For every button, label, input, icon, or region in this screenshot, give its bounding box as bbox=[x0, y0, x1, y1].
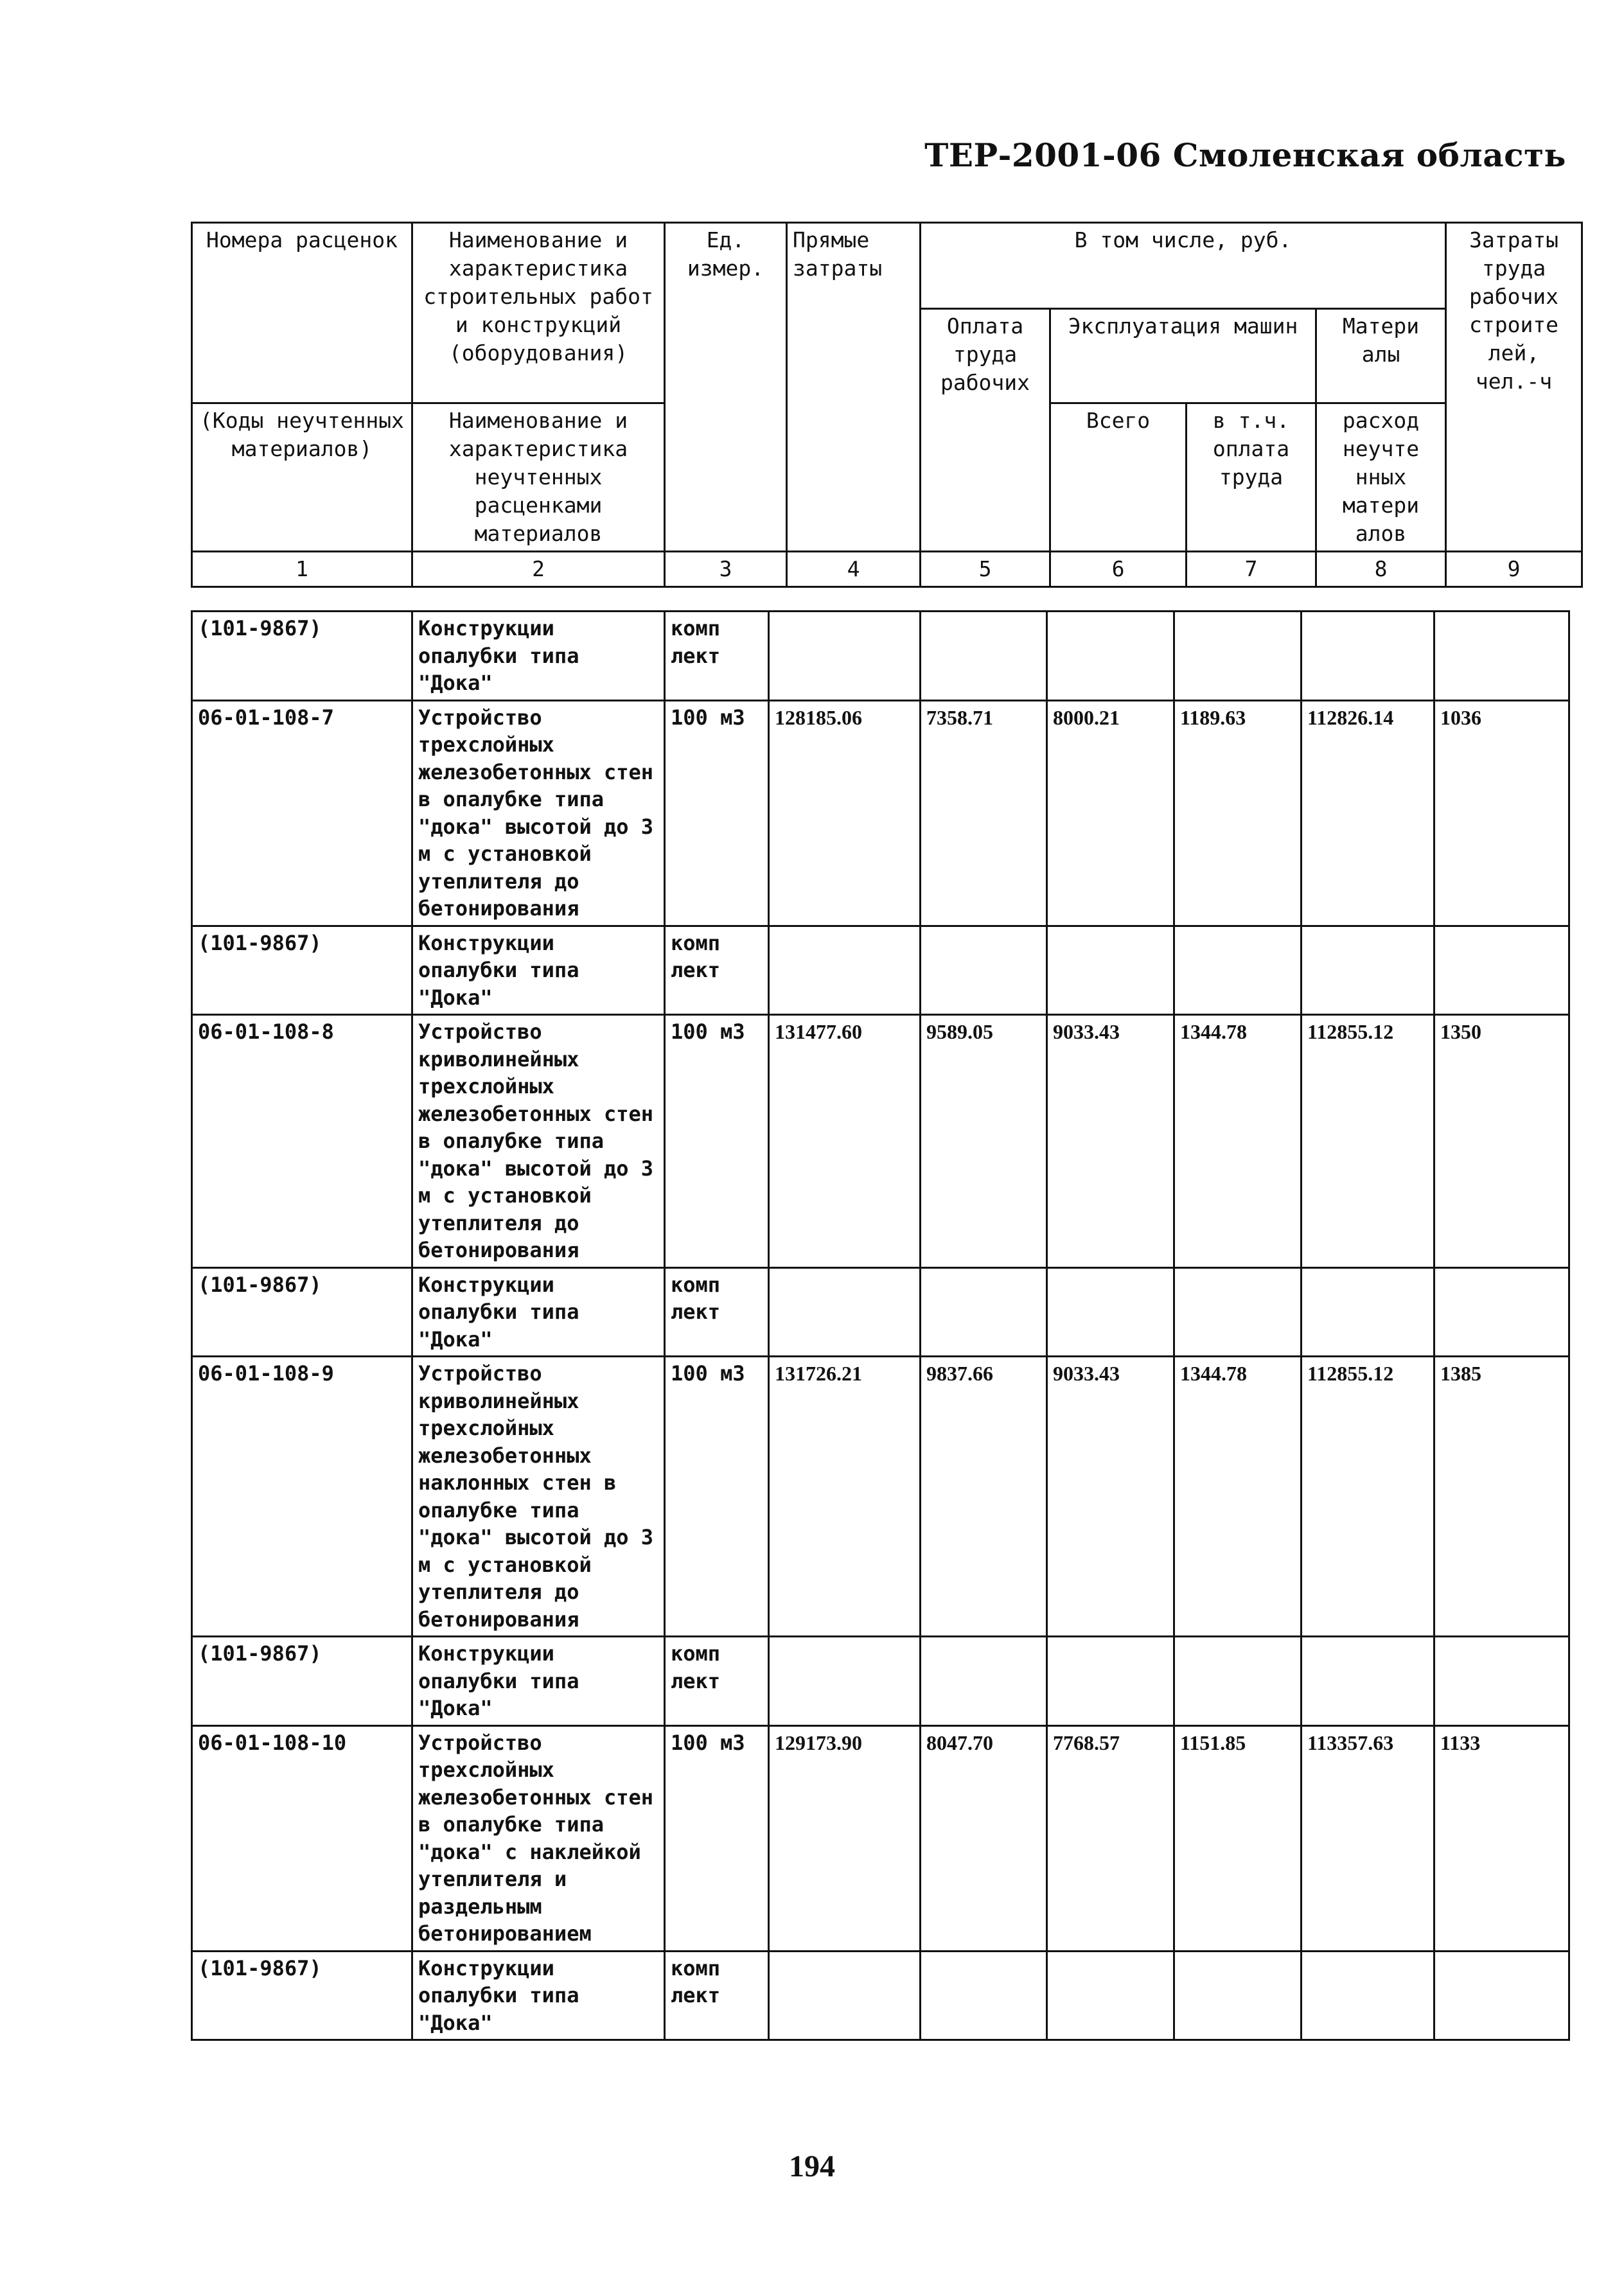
header-machines-total: Всего bbox=[1050, 403, 1187, 552]
cell-labor-hours: 1385 bbox=[1434, 1357, 1569, 1637]
header-rate-numbers: Номера расценок bbox=[192, 223, 412, 403]
cell-rate-code: (101-9867) bbox=[192, 926, 412, 1015]
cell-work-name: Конструкции опалубки типа "Дока" bbox=[412, 926, 665, 1015]
cell-machines-labor-pay: 1189.63 bbox=[1174, 700, 1302, 926]
cell-machines-labor-pay bbox=[1174, 926, 1302, 1015]
cell-direct-costs bbox=[769, 1267, 921, 1357]
cell-direct-costs: 128185.06 bbox=[769, 700, 921, 926]
table-row bbox=[192, 1951, 1569, 2040]
column-number: 4 bbox=[787, 552, 921, 587]
cell-labor-hours bbox=[1434, 1637, 1569, 1726]
cell-direct-costs bbox=[769, 612, 921, 701]
table-row bbox=[192, 1015, 1569, 1268]
column-number: 3 bbox=[665, 552, 787, 587]
cell-labor-pay bbox=[921, 1637, 1047, 1726]
column-number: 9 bbox=[1446, 552, 1582, 587]
cell-unit: 100 м3 bbox=[665, 1015, 769, 1268]
cell-unit: комп лект bbox=[665, 1951, 769, 2040]
cell-materials: 112826.14 bbox=[1302, 700, 1434, 926]
cell-rate-code: 06-01-108-10 bbox=[192, 1725, 412, 1951]
cell-direct-costs: 131726.21 bbox=[769, 1357, 921, 1637]
cell-direct-costs: 129173.90 bbox=[769, 1725, 921, 1951]
cell-machines-labor-pay: 1344.78 bbox=[1174, 1357, 1302, 1637]
cell-machines-total bbox=[1047, 612, 1174, 701]
cell-machines-labor-pay: 1344.78 bbox=[1174, 1015, 1302, 1268]
cell-labor-hours bbox=[1434, 1267, 1569, 1357]
column-number: 5 bbox=[921, 552, 1050, 587]
cell-rate-code: 06-01-108-9 bbox=[192, 1357, 412, 1637]
cell-labor-pay: 9837.66 bbox=[921, 1357, 1047, 1637]
cell-rate-code: (101-9867) bbox=[192, 1637, 412, 1726]
table-row bbox=[192, 612, 1569, 701]
cell-labor-hours: 1133 bbox=[1434, 1725, 1569, 1951]
cell-unit: комп лект bbox=[665, 1267, 769, 1357]
cell-machines-total bbox=[1047, 1637, 1174, 1726]
cell-work-name: Конструкции опалубки типа "Дока" bbox=[412, 1637, 665, 1726]
cell-materials: 112855.12 bbox=[1302, 1357, 1434, 1637]
cell-materials: 112855.12 bbox=[1302, 1015, 1434, 1268]
cell-unit: 100 м3 bbox=[665, 700, 769, 926]
header-unit: Ед. измер. bbox=[665, 223, 787, 552]
cell-unit: комп лект bbox=[665, 612, 769, 701]
cell-materials bbox=[1302, 1637, 1434, 1726]
header-labor-pay: Оплата труда рабочих bbox=[921, 309, 1050, 552]
header-including-group: В том числе, руб. bbox=[921, 223, 1446, 309]
cell-unit: комп лект bbox=[665, 1637, 769, 1726]
table-row bbox=[192, 1637, 1569, 1726]
column-number: 2 bbox=[412, 552, 665, 587]
cell-machines-labor-pay bbox=[1174, 1637, 1302, 1726]
table-row bbox=[192, 926, 1569, 1015]
column-number: 8 bbox=[1316, 552, 1446, 587]
document-title: ТЕР-2001-06 Смоленская область bbox=[924, 136, 1566, 174]
cell-labor-pay bbox=[921, 612, 1047, 701]
cell-unit: комп лект bbox=[665, 926, 769, 1015]
header-labor-hours: Затраты труда рабочих строите лей, чел.-ч bbox=[1446, 223, 1582, 552]
cell-rate-code: (101-9867) bbox=[192, 1951, 412, 2040]
cell-machines-total bbox=[1047, 1267, 1174, 1357]
cell-rate-code: 06-01-108-8 bbox=[192, 1015, 412, 1268]
cell-machines-total: 9033.43 bbox=[1047, 1015, 1174, 1268]
cell-labor-pay bbox=[921, 926, 1047, 1015]
cell-work-name: Устройство трехслойных железобетонных стен в опалубке типа "дока" высотой до 3 м с установкой утеплителя до бетонирования bbox=[412, 700, 665, 926]
cell-machines-labor-pay: 1151.85 bbox=[1174, 1725, 1302, 1951]
header-unaccounted-codes: (Коды неучтенных материалов) bbox=[192, 403, 412, 552]
cell-machines-total bbox=[1047, 1951, 1174, 2040]
cell-labor-pay bbox=[921, 1951, 1047, 2040]
column-number: 6 bbox=[1050, 552, 1187, 587]
cell-work-name: Устройство криволинейных трехслойных железобетонных наклонных стен в опалубке типа "дока" высотой до 3 м с установкой утеплителя до бетонирования bbox=[412, 1357, 665, 1637]
cell-labor-pay bbox=[921, 1267, 1047, 1357]
cell-direct-costs bbox=[769, 1637, 921, 1726]
table-row bbox=[192, 1725, 1569, 1951]
header-materials: Матери алы bbox=[1316, 309, 1446, 403]
cell-labor-pay: 9589.05 bbox=[921, 1015, 1047, 1268]
cell-materials bbox=[1302, 612, 1434, 701]
column-number: 7 bbox=[1187, 552, 1316, 587]
cell-materials bbox=[1302, 926, 1434, 1015]
cell-machines-total: 7768.57 bbox=[1047, 1725, 1174, 1951]
cell-labor-pay: 8047.70 bbox=[921, 1725, 1047, 1951]
column-number: 1 bbox=[192, 552, 412, 587]
cell-machines-total bbox=[1047, 926, 1174, 1015]
cell-materials bbox=[1302, 1267, 1434, 1357]
header-machines-labor: в т.ч. оплата труда bbox=[1187, 403, 1316, 552]
table-row bbox=[192, 1267, 1569, 1357]
cell-rate-code: (101-9867) bbox=[192, 1267, 412, 1357]
cell-machines-labor-pay bbox=[1174, 612, 1302, 701]
cell-work-name: Конструкции опалубки типа "Дока" bbox=[412, 1267, 665, 1357]
header-unaccounted-names: Наименование и характеристика неучтенных расценками материалов bbox=[412, 403, 665, 552]
header-direct-costs: Прямые затраты bbox=[787, 223, 921, 552]
cell-unit: 100 м3 bbox=[665, 1357, 769, 1637]
cell-work-name: Конструкции опалубки типа "Дока" bbox=[412, 612, 665, 701]
cell-labor-hours: 1350 bbox=[1434, 1015, 1569, 1268]
cell-machines-total: 9033.43 bbox=[1047, 1357, 1174, 1637]
cell-materials bbox=[1302, 1951, 1434, 2040]
cell-unit: 100 м3 bbox=[665, 1725, 769, 1951]
header-unaccounted-consumption: расход неучте нных матери алов bbox=[1316, 403, 1446, 552]
header-table bbox=[191, 222, 1583, 588]
cell-work-name: Конструкции опалубки типа "Дока" bbox=[412, 1951, 665, 2040]
cell-machines-labor-pay bbox=[1174, 1267, 1302, 1357]
cell-direct-costs: 131477.60 bbox=[769, 1015, 921, 1268]
header-machines: Эксплуатация машин bbox=[1050, 309, 1316, 403]
cell-direct-costs bbox=[769, 926, 921, 1015]
header-work-name: Наименование и характеристика строительных работ и конструкций (оборудования) bbox=[412, 223, 665, 403]
table-row bbox=[192, 1357, 1569, 1637]
cell-materials: 113357.63 bbox=[1302, 1725, 1434, 1951]
cell-rate-code: (101-9867) bbox=[192, 612, 412, 701]
table-row bbox=[192, 700, 1569, 926]
cell-labor-hours bbox=[1434, 926, 1569, 1015]
cell-labor-hours bbox=[1434, 612, 1569, 701]
rates-table bbox=[191, 610, 1570, 2041]
cell-labor-hours bbox=[1434, 1951, 1569, 2040]
cell-machines-total: 8000.21 bbox=[1047, 700, 1174, 926]
cell-work-name: Устройство трехслойных железобетонных стен в опалубке типа "дока" с наклейкой утеплителя и раздельным бетонированием bbox=[412, 1725, 665, 1951]
cell-labor-pay: 7358.71 bbox=[921, 700, 1047, 926]
cell-machines-labor-pay bbox=[1174, 1951, 1302, 2040]
cell-direct-costs bbox=[769, 1951, 921, 2040]
cell-work-name: Устройство криволинейных трехслойных железобетонных стен в опалубке типа "дока" высотой до 3 м с установкой утеплителя до бетонирования bbox=[412, 1015, 665, 1268]
cell-rate-code: 06-01-108-7 bbox=[192, 700, 412, 926]
cell-labor-hours: 1036 bbox=[1434, 700, 1569, 926]
page-number: 194 bbox=[789, 2149, 835, 2183]
